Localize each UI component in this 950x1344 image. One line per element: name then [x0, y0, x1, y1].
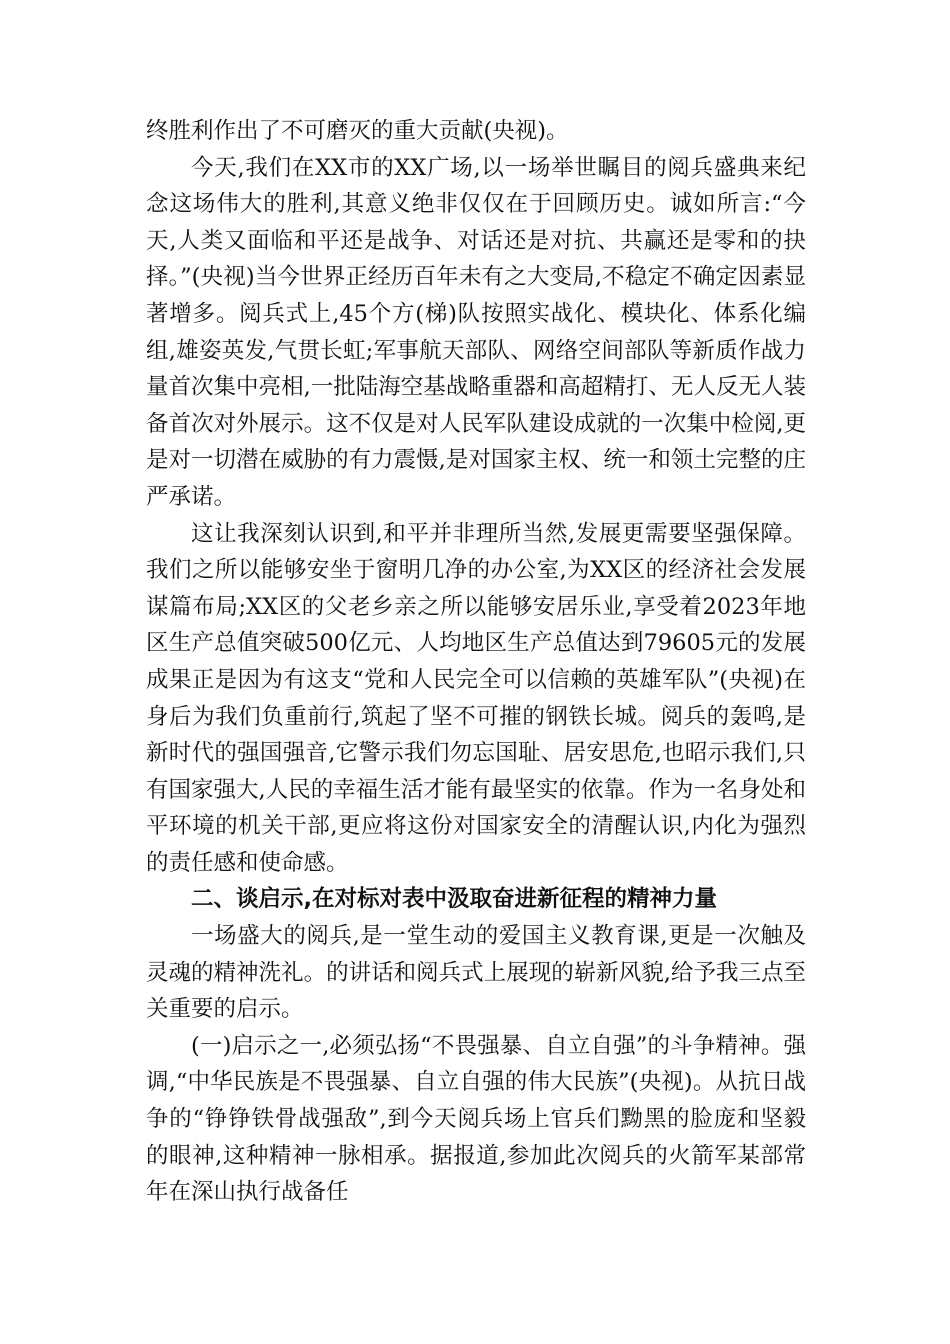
paragraph-parade-significance: 今天,我们在XX市的XX广场,以一场举世瞩目的阅兵盛典来纪念这场伟大的胜利,其意义绝非仅仅在于回顾历史。诚如所言:“今天,人类又面临和平还是战争、对话还是对抗、共赢还是零和的抉择。”(央视)当今世界正经历百年未有之大变局,不稳定不确定因素显著增多。阅兵式上,45个方(梯)队按照实战化、模块化、体系化编组,雄姿英发,气贯长虹;军事航天部队、网络空间部队等新质作战力量首次集中亮相,一批陆海空基战略重器和高超精打、无人反无人装备首次对外展示。这不仅是对人民军队建设成就的一次集中检阅,更是对一切潜在威胁的有力震慑,是对国家主权、统一和领土完整的庄严承诺。: [146, 154, 806, 510]
paragraph-continuation: 终胜利作出了不可磨灭的重大贡献(央视)。: [146, 118, 569, 144]
paragraph-inspiration-one: (一)启示之一,必须弘扬“不畏强暴、自立自强”的斗争精神。强调,“中华民族是不畏强暴、自立自强的伟大民族”(央视)。从抗日战争的“铮铮铁骨战强敌”,到今天阅兵场上官兵们黝黑的脸庞和坚毅的眼神,这种精神一脉相承。据报道,参加此次阅兵的火箭军某部常年在深山执行战备任: [146, 1032, 806, 1206]
section-heading: 二、谈启示,在对标对表中汲取奋进新征程的精神力量: [191, 886, 718, 913]
paragraph-peace-security: 这让我深刻认识到,和平并非理所当然,发展更需要坚强保障。我们之所以能够安坐于窗明几净的办公室,为XX区的经济社会发展谋篇布局;XX区的父老乡亲之所以能够安居乐业,享受着2023年地区生产总值突破500亿元、人均地区生产总值达到79605元的发展成果正是因为有这支“党和人民完全可以信赖的英雄军队”(央视)在身后为我们负重前行,筑起了坚不可摧的钢铁长城。阅兵的轰鸣,是新时代的强国强音,它警示我们勿忘国耻、居安思危,也昭示我们,只有国家强大,人民的幸福生活才能有最坚实的依靠。作为一名身处和平环境的机关干部,更应将这份对国家安全的清醒认识,内化为强烈的责任感和使命感。: [146, 520, 806, 876]
paragraph-inspiration-intro: 一场盛大的阅兵,是一堂生动的爱国主义教育课,更是一次触及灵魂的精神洗礼。的讲话和阅兵式上展现的崭新风貌,给予我三点至关重要的启示。: [146, 923, 806, 1023]
document-page: [146, 113, 806, 1211]
